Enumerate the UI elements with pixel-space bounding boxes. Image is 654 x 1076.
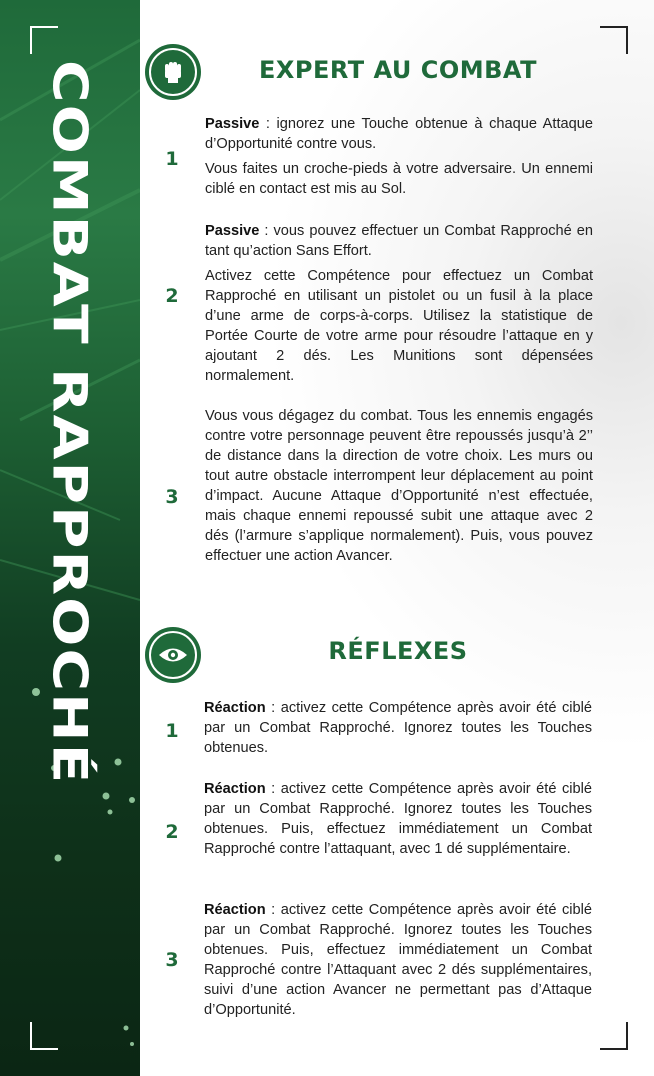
skill-paragraph: Activez cette Compétence pour effectuez un Combat Rapproché en utilisant un pistolet ou un fusil à la place d’une arme de corps-à-corps. Utilisez la statistique de Portée Courte de votre arme pour résoudre l’attaque en y ajoutant 2 dés. Les Munitions sont dépensées normalement. [205,268,593,384]
skill-paragraph: Réaction : activez cette Compétence après avoir été ciblé par un Combat Rapproché. Ignorez toutes les Touches obtenues. [204,700,592,756]
frame-corner-bottom-left [30,1022,58,1050]
skill-paragraph: Vous vous dégagez du combat. Tous les ennemis engagés contre votre personnage peuvent être repoussés jusqu’à 2’’ de distance dans la direction de votre choix. Les murs ou tout autre obstacle interrompent leur déplacement au point d’impact. Aucune Attaque d’Opportunité n’est effectuée, mais chaque ennemi repoussé subit une attaque avec 2 dés (l’armure s’applique normalement). Puis, vous pouvez effectuer une action Avancer. [205,408,593,564]
level-number: 3 [165,949,179,971]
section-title-reflexes: RÉFLEXES [328,637,468,665]
skill-paragraph: Réaction : activez cette Compétence après avoir été ciblé par un Combat Rapproché. Ignorez toutes les Touches obtenues. Puis, effectuez immédiatement un Combat Rapproché contre l’Attaquant avec 2 dés supplémentaires, suivi d’une action Avancer ne permettant pas d’Attaque d’Opportunité. [204,902,592,1018]
frame-corner-top-left [30,26,58,54]
level-number: 1 [165,148,179,170]
level-number: 2 [165,821,179,843]
level-number: 3 [165,486,179,508]
side-banner [0,0,140,1076]
skill-paragraph: Passive : ignorez une Touche obtenue à chaque Attaque d’Opportunité contre vous. [205,116,593,152]
section-title-expert-au-combat: EXPERT AU COMBAT [259,56,537,84]
frame-corner-top-right [600,26,628,54]
eye-icon [145,627,201,683]
level-number: 1 [165,720,179,742]
skill-paragraph: Passive : vous pouvez effectuer un Combat Rapproché en tant qu’action Sans Effort. [205,223,593,259]
level-number: 2 [165,285,179,307]
skill-paragraph: Vous faites un croche-pieds à votre adversaire. Un ennemi ciblé en contact est mis au Sol. [205,161,593,197]
frame-corner-bottom-right [600,1022,628,1050]
skill-paragraph: Réaction : activez cette Compétence après avoir été ciblé par un Combat Rapproché. Ignorez toutes les Touches obtenues. Puis, effectuez immédiatement un Combat Rapproché contre l’attaquant, avec 1 dé supplémentaire. [204,781,592,857]
fist-icon [145,44,201,100]
side-title: COMBAT RAPPROCHÉ [42,60,98,786]
